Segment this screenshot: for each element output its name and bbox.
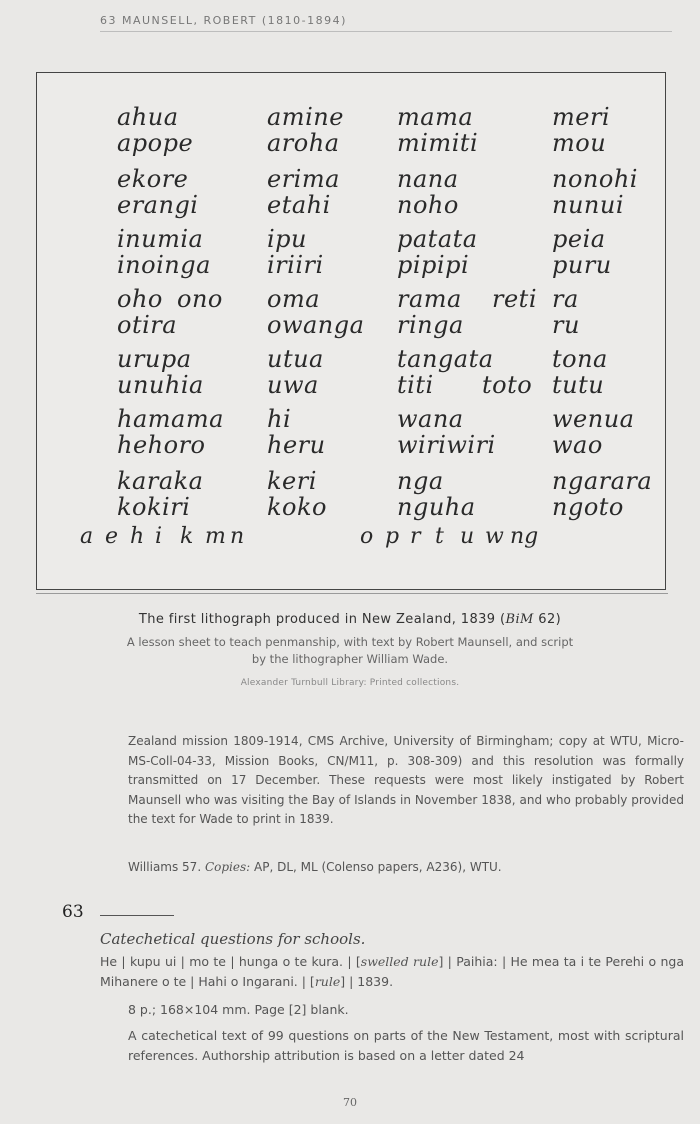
body-paragraph: Zealand mission 1809-1914, CMS Archive, University of Birmingham; copy at WTU, Micro-MS-Coll-04-33, Mission Books, CN/M11, p. 308-309) and this resolution was formally transmitted on 17 December. These requests were most likely instigated by Robert Maunsell who was visiting the Bay of Islands in November 1838, and who probably provided the text for Wade to print in 1839.	[128, 734, 684, 826]
script-word: reti	[492, 285, 537, 313]
entry-imprint: He | kupu ui | mo te | hunga o te kura. | [swelled rule] | Paihia: | He mea ta i te Perehi o nga Mihanere o te | Hahi o Ingarani. | [rule] | 1839.	[100, 954, 684, 989]
entry-collation: 8 p.; 168×104 mm. Page [2] blank.	[128, 1002, 349, 1017]
script-word: ngarara	[552, 467, 653, 495]
script-word: uwa	[267, 371, 319, 399]
script-word: ngoto	[552, 493, 624, 521]
entry-number: 63	[62, 902, 84, 922]
entry-title: Catechetical questions for schools.	[100, 930, 366, 948]
script-word: etahi	[267, 191, 331, 219]
script-word: tangata	[397, 345, 494, 373]
script-word: wana	[397, 405, 464, 433]
caption-credit: Alexander Turnbull Library: Printed collections.	[240, 678, 460, 688]
alphabet-letter: o	[360, 524, 374, 549]
script-word: kokiri	[117, 493, 191, 521]
script-word: nguha	[397, 493, 476, 521]
script-word: tutu	[552, 371, 605, 399]
alphabet-letter: k	[180, 524, 194, 549]
alphabet-letter: w	[485, 524, 504, 549]
script-word: utua	[267, 345, 324, 373]
script-word: nga	[397, 467, 444, 495]
script-word: pipipi	[397, 251, 470, 279]
script-word: peia	[552, 225, 606, 253]
lithograph-plate	[36, 72, 666, 590]
alphabet-letter: r	[410, 524, 421, 549]
alphabet-letter: h	[130, 524, 145, 549]
caption-body: A lesson sheet to teach penmanship, with text by Robert Maunsell, and script by the lithographer William Wade.	[126, 635, 574, 666]
alphabet-letter: ng	[510, 524, 539, 549]
page-number: 70	[343, 1096, 357, 1109]
alphabet-letter: t	[435, 524, 444, 549]
script-word: noho	[397, 191, 459, 219]
alphabet-letter: i	[155, 524, 163, 549]
script-word: wenua	[552, 405, 635, 433]
script-word: keri	[267, 467, 317, 495]
script-word: mou	[552, 129, 607, 157]
script-word: nonohi	[552, 165, 638, 193]
alphabet-letter: a	[80, 524, 94, 549]
script-word: wao	[552, 431, 603, 459]
script-word: otira	[117, 311, 178, 339]
script-word: apope	[117, 129, 194, 157]
script-word: mimiti	[397, 129, 479, 157]
alphabet-letter: u	[460, 524, 475, 549]
alphabet-row	[80, 524, 539, 549]
script-word: unuhia	[117, 371, 204, 399]
script-word: karaka	[117, 467, 204, 495]
script-word: wiriwiri	[397, 431, 496, 459]
script-word: tona	[552, 345, 608, 373]
script-word: oho	[117, 285, 163, 313]
script-word: amine	[267, 103, 344, 131]
alphabet-letter: p	[385, 524, 400, 549]
script-word: heru	[267, 431, 326, 459]
script-word: nunui	[552, 191, 625, 219]
script-word: iriiri	[267, 251, 324, 279]
script-word: ahua	[117, 103, 179, 131]
script-word: ra	[552, 285, 579, 313]
script-word: erangi	[117, 191, 199, 219]
script-word: mama	[397, 103, 474, 131]
script-word: hi	[267, 405, 292, 433]
running-head: 63 MAUNSELL, ROBERT (1810-1894)	[100, 14, 672, 32]
entry-rule	[100, 915, 174, 916]
script-word: ringa	[397, 311, 464, 339]
script-word: rama	[397, 285, 462, 313]
script-word: toto	[482, 371, 533, 399]
alphabet-letter: n	[230, 524, 245, 549]
caption-title: The first lithograph produced in New Zealand, 1839 (BiM 62)	[138, 612, 562, 627]
script-word: urupa	[117, 345, 192, 373]
script-word: titi	[397, 371, 434, 399]
script-word: koko	[267, 493, 327, 521]
script-word: hamama	[117, 405, 224, 433]
script-word: ru	[552, 311, 580, 339]
script-word: owanga	[267, 311, 365, 339]
script-word: inumia	[117, 225, 204, 253]
script-word: meri	[552, 103, 611, 131]
copies-paragraph: Williams 57. Copies: AP, DL, ML (Colenso papers, A236), WTU.	[128, 860, 502, 874]
script-word: oma	[267, 285, 321, 313]
plate-edge	[36, 590, 668, 594]
script-word: hehoro	[117, 431, 206, 459]
script-word: patata	[397, 225, 478, 253]
alphabet-letter: e	[105, 524, 119, 549]
entry-note: A catechetical text of 99 questions on parts of the New Testament, most with scriptural references. Authorship attribution is based on a letter dated 24	[128, 1028, 684, 1063]
script-word: puru	[552, 251, 612, 279]
script-word: aroha	[267, 129, 340, 157]
alphabet-letter: m	[205, 524, 226, 549]
script-word: inoinga	[117, 251, 211, 279]
script-word: ipu	[267, 225, 307, 253]
script-word: nana	[397, 165, 459, 193]
script-word: erima	[267, 165, 340, 193]
script-word: ono	[177, 285, 223, 313]
script-word: ekore	[117, 165, 189, 193]
